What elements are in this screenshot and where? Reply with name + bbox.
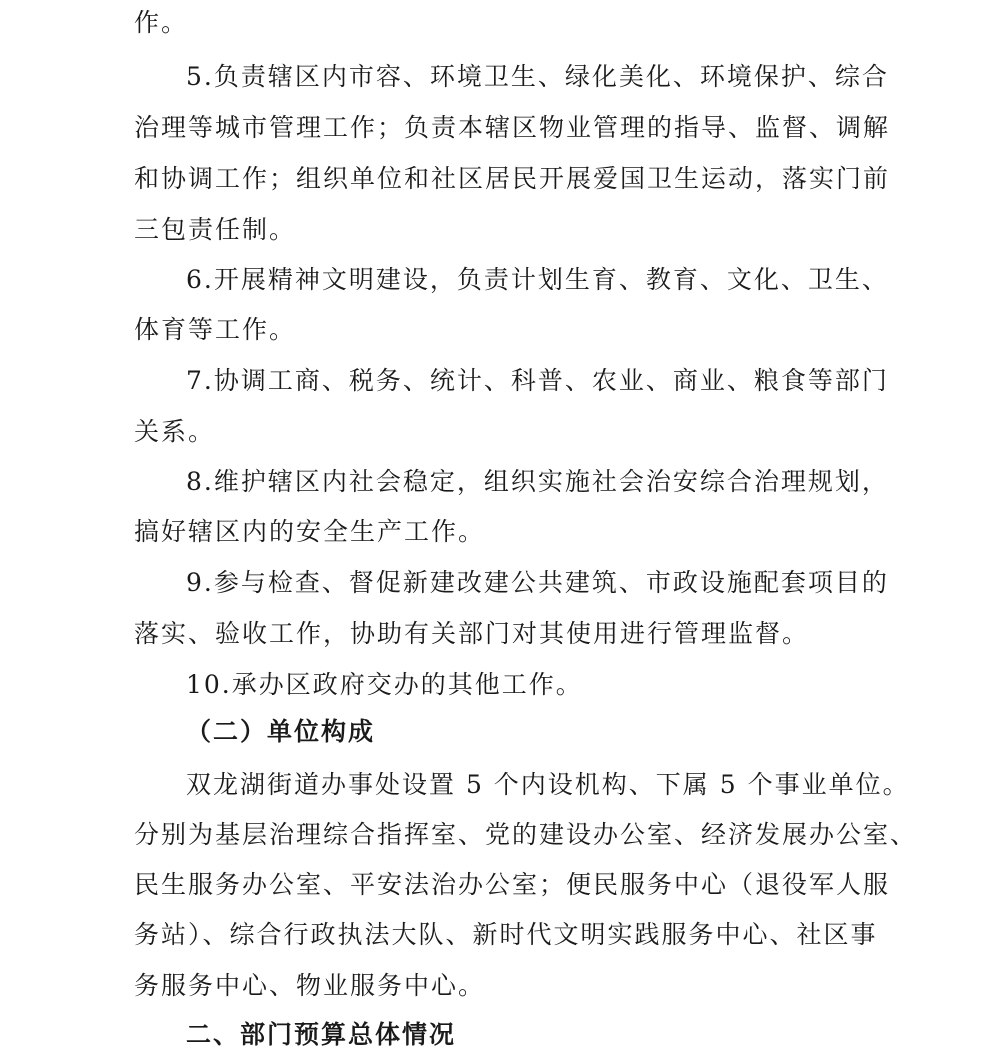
text-line: 治理等城市管理工作；负责本辖区物业管理的指导、监督、调解 — [134, 113, 891, 142]
section-heading: 二、部门预算总体情况 — [186, 1020, 457, 1049]
text-line: 6.开展精神文明建设，负责计划生育、教育、文化、卫生、 — [186, 265, 889, 294]
text-line: 和协调工作；组织单位和社区居民开展爱国卫生运动，落实门前 — [134, 164, 891, 193]
text-line: 体育等工作。 — [134, 315, 297, 344]
text-line: 落实、验收工作，协助有关部门对其使用进行管理监督。 — [134, 619, 810, 648]
text-line: 作。 — [134, 8, 189, 37]
text-line: 三包责任制。 — [134, 215, 297, 244]
section-subheading: （二）单位构成 — [186, 717, 376, 746]
text-line: 分别为基层治理综合指挥室、党的建设办公室、经济发展办公室、 — [134, 820, 918, 849]
text-line: 10.承办区政府交办的其他工作。 — [186, 670, 583, 699]
text-line: 8.维护辖区内社会稳定，组织实施社会治安综合治理规划， — [186, 467, 889, 496]
text-line: 9.参与检查、督促新建改建公共建筑、市政设施配套项目的 — [186, 568, 889, 597]
text-line: 5.负责辖区内市容、环境卫生、绿化美化、环境保护、综合 — [186, 62, 889, 91]
text-line: 务服务中心、物业服务中心。 — [134, 971, 486, 1000]
text-line: 关系。 — [134, 417, 216, 446]
text-line: 搞好辖区内的安全生产工作。 — [134, 517, 486, 546]
text-line: 7.协调工商、税务、统计、科普、农业、商业、粮食等部门 — [186, 366, 889, 395]
text-line: 民生服务办公室、平安法治办公室；便民服务中心（退役军人服 — [134, 870, 891, 899]
text-line: 双龙湖街道办事处设置 5 个内设机构、下属 5 个事业单位。 — [186, 770, 910, 799]
text-line: 务站）、综合行政执法大队、新时代文明实践服务中心、社区事 — [134, 920, 878, 949]
